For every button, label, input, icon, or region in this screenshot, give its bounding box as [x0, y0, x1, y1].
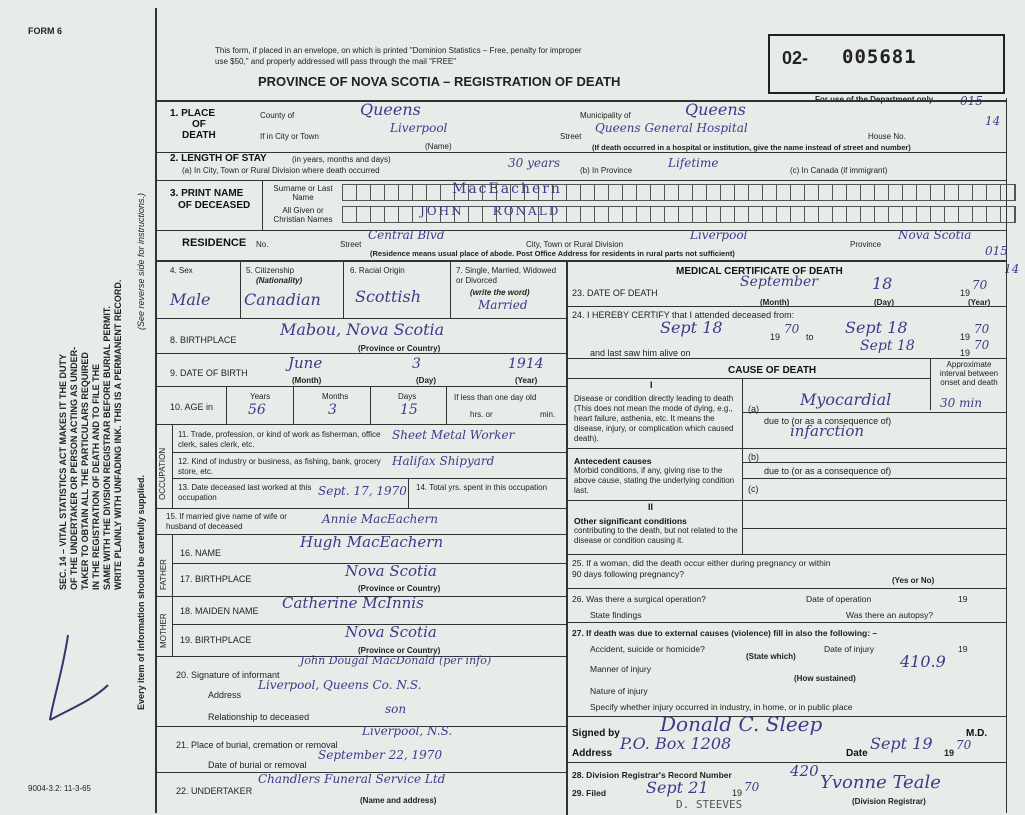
day-sub: (Day): [874, 298, 895, 307]
father-name: Hugh MacEachern: [300, 533, 444, 551]
last-worked-label: 13. Date deceased last worked at this occupation: [178, 483, 312, 502]
last-saw-year: 70: [974, 338, 990, 352]
statute-line: SEC. 14 – VITAL STATISTICS ACT MAKES IT THE DUTY: [58, 353, 68, 590]
dob-label: 9. DATE OF BIRTH: [170, 368, 248, 378]
birthplace-sub: (Province or Country): [358, 344, 441, 353]
burial-date: September 22, 1970: [318, 748, 443, 762]
spouse-value: Annie MacEachern: [322, 512, 438, 526]
statute-line: OF THE UNDERTAKER OR PERSON ACTING AS UNDER-: [69, 346, 79, 590]
residence-city-label: City, Town or Rural Division: [526, 240, 624, 249]
cause-a-interval: 30 min: [940, 396, 983, 410]
physician-address: P.O. Box 1208: [620, 734, 732, 753]
part-two: II: [648, 502, 654, 512]
stay-b-value: Lifetime: [668, 156, 719, 170]
residence-street-label: Street: [340, 240, 362, 249]
stay-sub: (in years, months and days): [292, 155, 391, 164]
days-value: 15: [400, 402, 418, 418]
relationship-label: Relationship to deceased: [208, 712, 310, 722]
dept-code: 015: [960, 94, 983, 108]
hospital-note: (If death occurred in a hospital or institution, give the name instead of street and number): [592, 143, 911, 152]
citizenship-value: Canadian: [244, 290, 321, 309]
surname-boxes: [342, 184, 1016, 201]
industry-value: Halifax Shipyard: [392, 454, 495, 468]
mother-tab: MOTHER: [159, 613, 168, 648]
residence-province-label: Province: [850, 240, 882, 249]
stay-b-label: (b) In Province: [580, 166, 633, 175]
racial-label: 6. Racial Origin: [350, 266, 405, 275]
antecedent-label: Antecedent causes: [574, 456, 652, 466]
sex-value: Male: [170, 290, 211, 309]
yes-no-sub: (Yes or No): [892, 576, 935, 585]
attended-from-year: 70: [784, 322, 800, 336]
reverse-note: (See reverse side for instructions.): [136, 192, 146, 330]
attended-from: Sept 18: [660, 318, 723, 337]
cause-title: CAUSE OF DEATH: [728, 365, 817, 376]
op-date-label: Date of operation: [806, 594, 872, 604]
informant-addr: Liverpool, Queens Co. N.S.: [258, 678, 422, 692]
injury-year-prefix: 19: [958, 644, 968, 654]
min-label: min.: [540, 410, 556, 419]
month-sub: (Month): [292, 376, 322, 385]
other-sub: contributing to the death, but not related to the disease or condition causing it.: [574, 526, 738, 545]
house-label: House No.: [868, 132, 906, 141]
trade-label: 11. Trade, profession, or kind of work as fisherman, office clerk, sales clerk, etc.: [178, 430, 381, 449]
cause-a-value: Myocardial: [800, 390, 892, 409]
attended-from-prefix: 19: [770, 332, 781, 342]
last-saw-prefix: 19: [960, 348, 971, 358]
marital-sub: (write the word): [470, 288, 530, 297]
external-label: 27. If death was due to external causes (violence) fill in also the following: –: [572, 628, 878, 638]
given-label: All Given or Christian Names: [273, 206, 333, 224]
province-country-sub: (Province or Country): [358, 646, 441, 655]
month-sub: (Month): [760, 298, 790, 307]
specify-label: Specify whether injury occurred in industry, in home, or in public place: [590, 702, 853, 712]
residence-no-label: No.: [256, 240, 269, 249]
surname-label: Surname or Last Name: [273, 184, 333, 202]
racial-value: Scottish: [355, 287, 422, 306]
years-value: 56: [248, 402, 266, 418]
last-saw-label: and last saw him alive on: [590, 348, 691, 358]
trade-value: Sheet Metal Worker: [392, 428, 515, 442]
due-label-b: due to (or as a consequence of): [764, 466, 892, 476]
hrs-label: hrs. or: [470, 410, 493, 419]
industry-label: 12. Kind of industry or business, as fishing, bank, grocery store, etc.: [178, 457, 381, 476]
residence-province: Nova Scotia: [898, 228, 972, 242]
dob-day: 3: [412, 356, 421, 372]
city-label: If in City or Town: [260, 132, 319, 141]
medical-title: MEDICAL CERTIFICATE OF DEATH: [676, 266, 843, 277]
registrar-stamp: D. STEEVES: [676, 798, 743, 811]
other-label: Other significant conditions: [574, 516, 687, 526]
filed-year: 70: [744, 780, 760, 794]
dept-code: 14: [985, 114, 1001, 128]
filed-label: 29. Filed: [572, 788, 607, 798]
burial-place-label: 21. Place of burial, cremation or removal: [176, 740, 338, 750]
mail-note-1: This form, if placed in an envelope, on which is printed "Dominion Statistics – Free, penalty for improper: [215, 46, 582, 55]
municipality-label: Municipality of: [580, 111, 631, 120]
death-date-label: 23. DATE OF DEATH: [572, 288, 658, 298]
to-label: to: [806, 332, 814, 342]
death-day: 18: [872, 274, 893, 293]
father-bp: Nova Scotia: [345, 562, 437, 580]
day-sub: (Day): [416, 376, 437, 385]
informant-addr-label: Address: [208, 690, 242, 700]
undertaker-label: 22. UNDERTAKER: [176, 786, 253, 796]
marital-label: 7. Single, Married, Widowed or Divorced: [456, 266, 557, 285]
undertaker-value: Chandlers Funeral Service Ltd: [258, 772, 446, 786]
state-which-sub: (State which): [746, 652, 796, 661]
father-name-label: 16. NAME: [180, 548, 222, 558]
reg-number: 005681: [842, 46, 917, 68]
mother-maiden: Catherine McInnis: [282, 594, 424, 612]
citizenship-label: 5. Citizenship: [246, 266, 295, 275]
statute-line: WRITE PLAINLY WITH UNFADING INK. THIS IS A PERMANENT RECORD.: [113, 279, 123, 590]
place-label: 1. PLACE: [170, 108, 216, 119]
findings-label: State findings: [590, 610, 642, 620]
burial-place: Liverpool, N.S.: [362, 724, 453, 738]
injury-date-label: Date of injury: [824, 644, 875, 654]
statute-line: SAME WITH THE DIVISION REGISTRAR BEFORE BURIAL PERMIT.: [102, 306, 112, 590]
part-one: I: [650, 380, 653, 390]
years-label: Years: [250, 392, 271, 401]
signed-label: Signed by: [572, 728, 620, 739]
registrar-signature: Yvonne Teale: [820, 772, 941, 793]
sex-label: 4. Sex: [170, 266, 193, 275]
year-sub: (Year): [515, 376, 538, 385]
last-worked-value: Sept. 17, 1970: [318, 484, 407, 498]
father-tab: FATHER: [159, 559, 168, 590]
place-label: DEATH: [182, 130, 216, 141]
residence-note: (Residence means usual place of abode. Post Office Address for residents in rural parts not sufficient): [370, 249, 735, 258]
stay-a-label: (a) In City, Town or Rural Division where death occurred: [182, 166, 380, 175]
name-label: 3. PRINT NAME: [170, 188, 244, 199]
statute-line: IN THE REGISTRATION OF DEATH AND TO FILE THE: [91, 363, 101, 590]
cause-b-label: (b): [748, 452, 759, 462]
op-year-prefix: 19: [958, 594, 968, 604]
birthplace-value: Mabou, Nova Scotia: [280, 320, 445, 339]
year-sub: (Year): [968, 298, 991, 307]
direct-label: Disease or condition directly leading to death (This does not mean the mode of dying, e.g., heart failure, asthenia, etc. It means the disease, injury, or complication which caused death).: [574, 394, 734, 443]
dept-code: 015: [985, 244, 1008, 258]
attended-to-prefix: 19: [960, 332, 971, 342]
spouse-label: 15. If married give name of wife or husband of deceased: [166, 512, 287, 531]
handwritten-mark: [38, 630, 118, 730]
last-saw: Sept 18: [860, 338, 915, 354]
street-value: Queens General Hospital: [595, 121, 748, 135]
how-sustained-sub: (How sustained): [794, 674, 856, 683]
months-value: 3: [328, 402, 337, 418]
record-number: 420: [790, 762, 819, 780]
statute-line: TAKER TO OBTAIN ALL THE PARTICULARS REQUIRED: [80, 352, 90, 590]
surname-value: MacEachern: [452, 181, 562, 197]
dept-code: 14: [1004, 262, 1020, 276]
nature-label: Nature of injury: [590, 686, 648, 696]
date-label: Date: [846, 748, 868, 759]
filed-year-prefix: 19: [732, 788, 743, 798]
citizenship-sub: (Nationality): [256, 276, 303, 285]
informant-sig-label: 20. Signature of informant: [176, 670, 280, 680]
statute-text: [58, 280, 124, 590]
autopsy-label: Was there an autopsy?: [846, 610, 934, 620]
interval-label: Approximate interval between onset and death: [939, 360, 999, 387]
father-bp-label: 17. BIRTHPLACE: [180, 574, 252, 584]
age-label: 10. AGE in: [170, 402, 214, 412]
birthplace-label: 8. BIRTHPLACE: [170, 335, 237, 345]
residence-street: Central Blvd: [368, 228, 445, 242]
dob-year: 1914: [508, 356, 544, 372]
record-label: 28. Division Registrar's Record Number: [572, 770, 732, 780]
address-label: Address: [572, 748, 613, 759]
antecedent-sub: Morbid conditions, if any, giving rise to the above cause, stating the underlying condition last.: [574, 466, 735, 495]
dept-use-label: For use of the Department only: [815, 95, 934, 104]
death-year: 70: [972, 278, 988, 292]
county-value: Queens: [360, 100, 421, 119]
name-label: OF DECEASED: [178, 200, 251, 211]
relationship-value: son: [385, 702, 407, 716]
undertaker-sub: (Name and address): [360, 796, 437, 805]
attended-to-year: 70: [974, 322, 990, 336]
surgical-label: 26. Was there a surgical operation?: [572, 594, 706, 604]
stay-a-value: 30 years: [508, 156, 561, 170]
mother-bp-label: 19. BIRTHPLACE: [180, 635, 252, 645]
province-country-sub: (Province or Country): [358, 584, 441, 593]
manner-label: Manner of injury: [590, 664, 651, 674]
given-value: JOHN RONALD: [420, 204, 561, 218]
stay-c-label: (c) In Canada (if immigrant): [790, 166, 888, 175]
certify-label: 24. I HEREBY CERTIFY that I attended deceased from:: [572, 310, 795, 320]
death-year-prefix: 19: [960, 288, 971, 298]
accident-label: Accident, suicide or homicide?: [590, 644, 705, 654]
filed-date: Sept 21: [646, 778, 709, 797]
cause-a-label: (a): [748, 404, 759, 414]
supply-note: Every item of information should be carefully supplied.: [136, 474, 146, 710]
pregnancy-label: 25. If a woman, did the death occur either during pregnancy or within 90 days following pregnancy?: [572, 558, 831, 579]
days-label: Days: [398, 392, 417, 401]
death-month: September: [740, 274, 818, 290]
md-label: M.D.: [966, 728, 988, 739]
attended-to: Sept 18: [845, 318, 908, 337]
due-label: due to (or as a consequence of): [764, 416, 892, 426]
registrar-sub: (Division Registrar): [852, 797, 926, 806]
cause-c-label: (c): [748, 484, 759, 494]
lessday-label: If less than one day old: [454, 393, 537, 402]
occupation-tab: OCCUPATION: [158, 447, 167, 500]
total-years-label: 14. Total yrs. spent in this occupation: [416, 483, 548, 492]
cert-year-prefix: 19: [944, 748, 955, 758]
cert-year: 70: [956, 738, 972, 752]
residence-label: RESIDENCE: [182, 237, 247, 249]
city-value: Liverpool: [390, 121, 448, 135]
mother-bp: Nova Scotia: [345, 623, 437, 641]
physician-signature: Donald C. Sleep: [660, 712, 823, 736]
mail-note-2: use $50," and properly addressed will pass through the mail "FREE": [215, 57, 457, 66]
mother-maiden-label: 18. MAIDEN NAME: [180, 606, 259, 616]
residence-city: Liverpool: [690, 228, 748, 242]
municipality-value: Queens: [685, 100, 746, 119]
cert-date: Sept 19: [870, 734, 933, 753]
burial-date-label: Date of burial or removal: [208, 760, 307, 770]
footer-code: 9004-3.2: 11-3-65: [28, 784, 92, 793]
informant-sig: John Dougal MacDonald (per info): [300, 654, 492, 667]
form-title: PROVINCE OF NOVA SCOTIA – REGISTRATION OF DEATH: [258, 74, 621, 89]
name-sub: (Name): [425, 142, 452, 151]
place-label: OF: [192, 119, 206, 130]
due-value: infarction: [790, 422, 865, 440]
marital-value: Married: [478, 298, 528, 312]
county-label: County of: [260, 111, 295, 120]
street-label: Street: [560, 132, 582, 141]
form-number: FORM 6: [28, 26, 63, 36]
reg-prefix: 02-: [782, 48, 809, 68]
months-label: Months: [322, 392, 349, 401]
stay-label: 2. LENGTH OF STAY: [170, 153, 267, 164]
injury-code: 410.9: [900, 652, 946, 671]
dob-month: June: [288, 354, 323, 372]
